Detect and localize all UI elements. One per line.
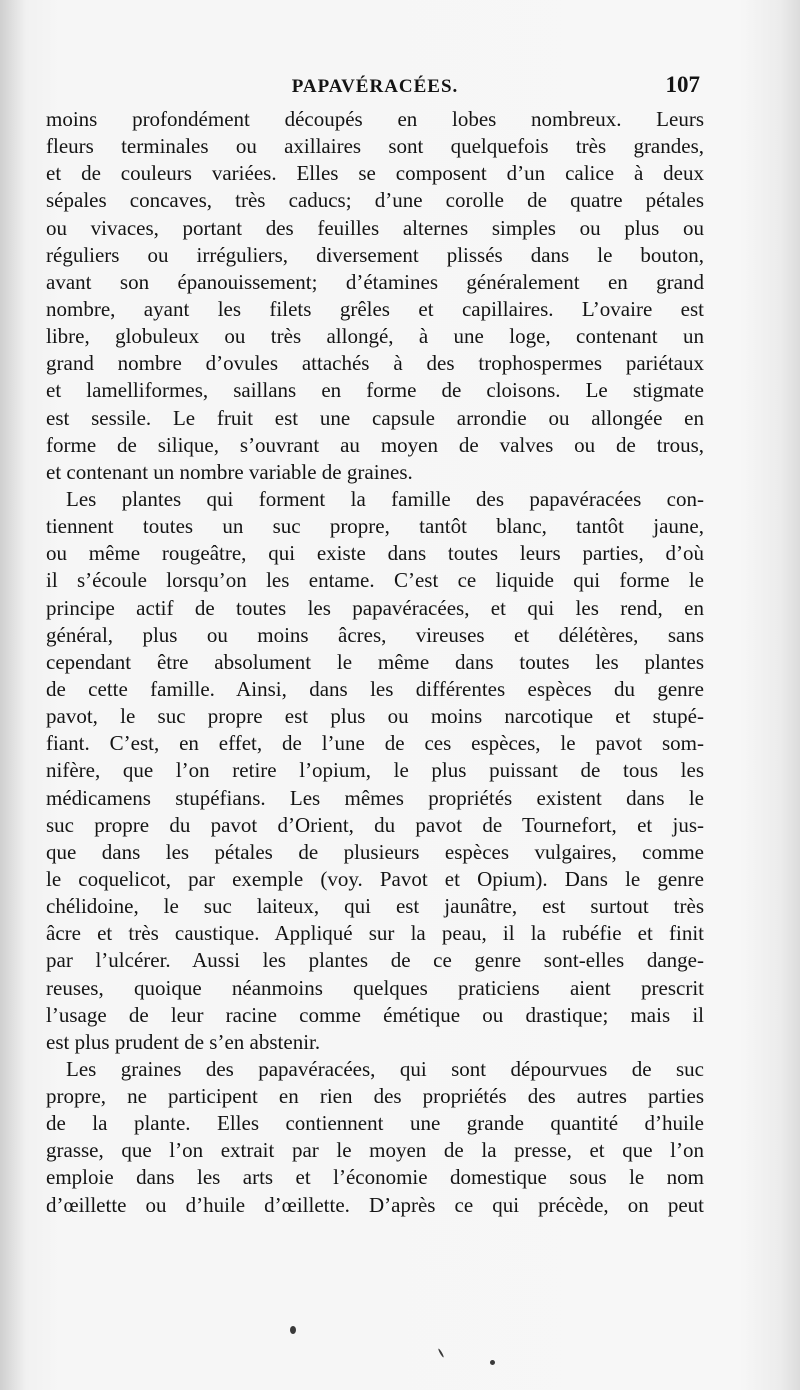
text-line: il s’écoule lorsqu’on les entame. C’est ce liquide qui forme le <box>46 568 704 593</box>
text-line: principe actif de toutes les papavéracées, et qui les rend, en <box>46 595 704 620</box>
text-line: Les graines des papavéracées, qui sont dépourvues de suc <box>66 1056 704 1081</box>
text-line: moins profondément découpés en lobes nombreux. Leurs <box>46 107 704 131</box>
text-line: général, plus ou moins âcres, vireuses et délétères, sans <box>46 622 704 647</box>
text-line: grand nombre d’ovules attachés à des trophospermes pariétaux <box>46 351 704 376</box>
text-line: et de couleurs variées. Elles se composent d’un calice à deux <box>46 161 704 186</box>
text-line: par l’ulcérer. Aussi les plantes de ce genre sont-elles dange- <box>46 948 704 973</box>
page-number: 107 <box>665 72 700 97</box>
page-header <box>46 74 704 98</box>
text-line: Les plantes qui forment la famille des papavéracées con- <box>66 486 704 511</box>
text-line: fiant. C’est, en effet, de l’une de ces espèces, le pavot som- <box>46 731 704 756</box>
text-line: libre, globuleux ou très allongé, à une loge, contenant un <box>46 324 704 349</box>
text-line: de la plante. Elles contiennent une grande quantité d’huile <box>46 1111 704 1136</box>
text-line: reuses, quoique néanmoins quelques praticiens aient prescrit <box>46 975 704 1000</box>
text-line: forme de silique, s’ouvrant au moyen de valves ou de trous, <box>46 432 704 457</box>
text-line: réguliers ou irréguliers, diversement plissés dans le bouton, <box>46 242 704 267</box>
text-line: pavot, le suc propre est plus ou moins narcotique et stupé- <box>46 704 704 729</box>
text-line: ou même rougeâtre, qui existe dans toutes leurs parties, d’où <box>46 541 704 566</box>
text-line: l’usage de leur racine comme émétique ou drastique; mais il <box>46 1002 704 1027</box>
text-line: de cette famille. Ainsi, dans les différentes espèces du genre <box>46 676 704 701</box>
text-line: médicamens stupéfians. Les mêmes propriétés existent dans le <box>46 785 704 810</box>
text-line: emploie dans les arts et l’économie domestique sous le nom <box>46 1165 704 1190</box>
text-line: suc propre du pavot d’Orient, du pavot de Tournefort, et jus- <box>46 812 704 837</box>
text-line: nifère, que l’on retire l’opium, le plus puissant de tous les <box>46 758 704 783</box>
text-line: que dans les pétales de plusieurs espèces vulgaires, comme <box>46 839 704 864</box>
running-title: PAPAVÉRACÉES. <box>291 76 459 97</box>
text-line: nombre, ayant les filets grêles et capillaires. L’ovaire est <box>46 296 704 321</box>
text-line: ou vivaces, portant des feuilles alternes simples ou plus ou <box>46 215 704 240</box>
text-line: avant son épanouissement; d’étamines généralement en grand <box>46 269 704 294</box>
text-line: tiennent toutes un suc propre, tantôt blanc, tantôt jaune, <box>46 514 704 539</box>
ink-speck <box>490 1360 495 1365</box>
text-line: fleurs terminales ou axillaires sont quelquefois très grandes, <box>46 134 704 159</box>
body-text <box>46 106 704 1219</box>
text-line: et contenant un nombre variable de graines. <box>46 459 413 484</box>
text-line: grasse, que l’on extrait par le moyen de la presse, et que l’on <box>46 1138 704 1163</box>
ink-speck <box>438 1348 445 1358</box>
text-line: le coquelicot, par exemple (voy. Pavot et Opium). Dans le genre <box>46 866 704 891</box>
text-line: et lamelliformes, saillans en forme de cloisons. Le stigmate <box>46 378 704 403</box>
text-line: sépales concaves, très caducs; d’une corolle de quatre pétales <box>46 188 704 213</box>
text-line: chélidoine, le suc laiteux, qui est jaunâtre, est surtout très <box>46 894 704 919</box>
text-line: est sessile. Le fruit est une capsule arrondie ou allongée en <box>46 405 704 430</box>
ink-speck <box>290 1326 296 1334</box>
text-line: d’œillette ou d’huile d’œillette. D’après ce qui précède, on peut <box>46 1192 704 1217</box>
text-line: est plus prudent de s’en abstenir. <box>46 1029 321 1054</box>
text-line: cependant être absolument le même dans toutes les plantes <box>46 649 704 674</box>
text-line: propre, ne participent en rien des propriétés des autres parties <box>46 1084 704 1109</box>
text-line: âcre et très caustique. Appliqué sur la peau, il la rubéfie et finit <box>46 921 704 946</box>
